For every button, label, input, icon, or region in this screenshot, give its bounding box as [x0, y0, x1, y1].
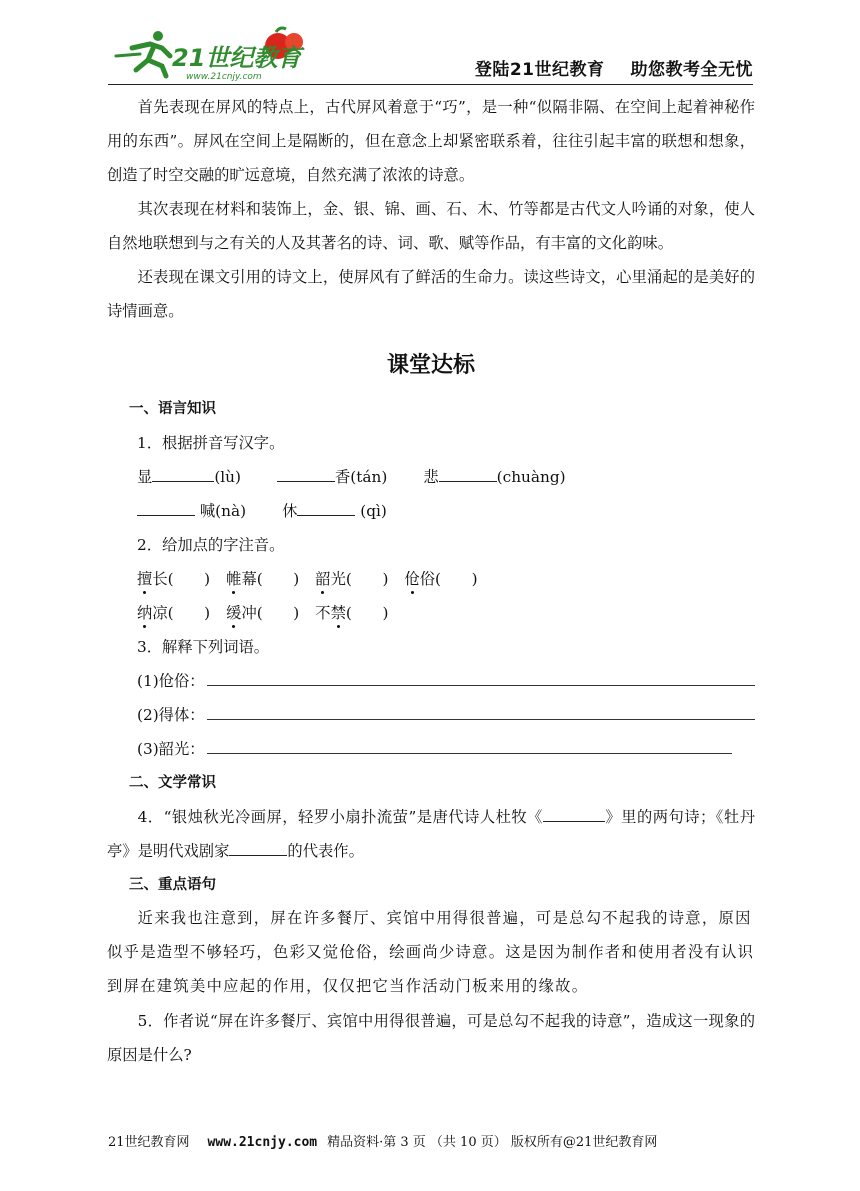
- answer-blank[interactable]: [439, 467, 497, 482]
- paragraph-2: 其次表现在材料和装饰上，金、银、锦、画、石、木、竹等都是古代文人吟诵的对象，使人自然地联想到与之有关的人及其著名的诗、词、歌、赋等作品，有丰富的文化韵味。: [107, 200, 755, 252]
- answer-blank[interactable]: [229, 841, 287, 856]
- answer-blank[interactable]: [152, 467, 214, 482]
- q3-item-3: (3)韶光：: [137, 732, 755, 766]
- q4: 4．“银烛秋光冷画屏，轻罗小扇扑流萤”是唐代诗人杜牧《 》里的两句诗；《牡丹亭》是明代戏剧家 的代表作。: [107, 808, 755, 860]
- footer-site-link[interactable]: www.21cnjy.com: [207, 1135, 318, 1150]
- page-content: [107, 90, 755, 1072]
- q2-row2: 纳凉( ) 缓冲( ) 不禁( ): [137, 604, 389, 622]
- answer-line[interactable]: [207, 667, 755, 686]
- part2-heading: 二、文学常识: [129, 775, 216, 791]
- q2-row1: 擅长( ) 帷幕( ) 韶光( ) 伧俗( ): [137, 570, 478, 588]
- q5: 5．作者说“屏在许多餐厅、宾馆中用得很普遍，可是总勾不起我的诗意”，造成这一现象的原因是什么?: [107, 1012, 755, 1064]
- slogan-right: 助您教考全无忧: [630, 60, 753, 80]
- answer-blank[interactable]: [137, 501, 195, 516]
- q3-item-1: (1)伧俗：: [137, 664, 755, 698]
- answer-line[interactable]: [207, 701, 755, 720]
- footer-left: 21世纪教育网: [108, 1135, 190, 1150]
- logo-url: www.21cnjy.com: [186, 72, 262, 82]
- q1-row1: 显 (lù) 香(tán) 悲 (chuàng): [137, 468, 566, 486]
- q3-item-2: (2)得体：: [137, 698, 755, 732]
- q1-prompt: 1．根据拼音写汉字。: [137, 434, 285, 452]
- answer-blank[interactable]: [543, 807, 605, 822]
- answer-blank[interactable]: [277, 467, 335, 482]
- footer-copyright: 版权所有@21世纪教育网: [510, 1135, 658, 1150]
- site-logo: [110, 26, 320, 82]
- header-rule: [108, 84, 753, 85]
- answer-blank[interactable]: [297, 501, 355, 516]
- logo-text: 21世纪教育: [172, 44, 302, 72]
- q3-prompt: 3．解释下列词语。: [137, 638, 270, 656]
- q2-prompt: 2．给加点的字注音。: [137, 536, 285, 554]
- page-footer: [108, 1131, 768, 1150]
- footer-page-info: 精品资料·第 3 页 （共 10 页）: [327, 1135, 507, 1150]
- running-man-icon: [116, 31, 170, 76]
- page-header: [108, 22, 753, 84]
- answer-line[interactable]: [207, 735, 732, 754]
- part3-heading: 三、重点语句: [129, 877, 216, 893]
- paragraph-1: 首先表现在屏风的特点上，古代屏风着意于“巧”，是一种“似隔非隔、在空间上起着神秘作用的东西”。屏风在空间上是隔断的，但在意念上却紧密联系着，往往引起丰富的联想和想象，创造了时空交融的旷远意境，自然充满了浓浓的诗意。: [107, 98, 755, 184]
- header-slogan: [475, 55, 753, 80]
- part1-heading: 一、语言知识: [129, 401, 216, 417]
- section-title: 课堂达标: [386, 353, 475, 378]
- slogan-left: 登陆21世纪教育: [474, 60, 605, 80]
- key-passage: 近来我也注意到，屏在许多餐厅、宾馆中用得很普遍，可是总勾不起我的诗意，原因似乎是造型不够轻巧，色彩又觉伧俗，绘画尚少诗意。这是因为制作者和使用者没有认识到屏在建筑美中应起的作用，仅仅把它当作活动门板来用的缘故。: [107, 910, 755, 995]
- paragraph-3: 还表现在课文引用的诗文上，使屏风有了鲜活的生命力。读这些诗文，心里涌起的是美好的诗情画意。: [107, 268, 755, 320]
- q1-row2: 喊(nà) 休 (qì): [137, 494, 755, 528]
